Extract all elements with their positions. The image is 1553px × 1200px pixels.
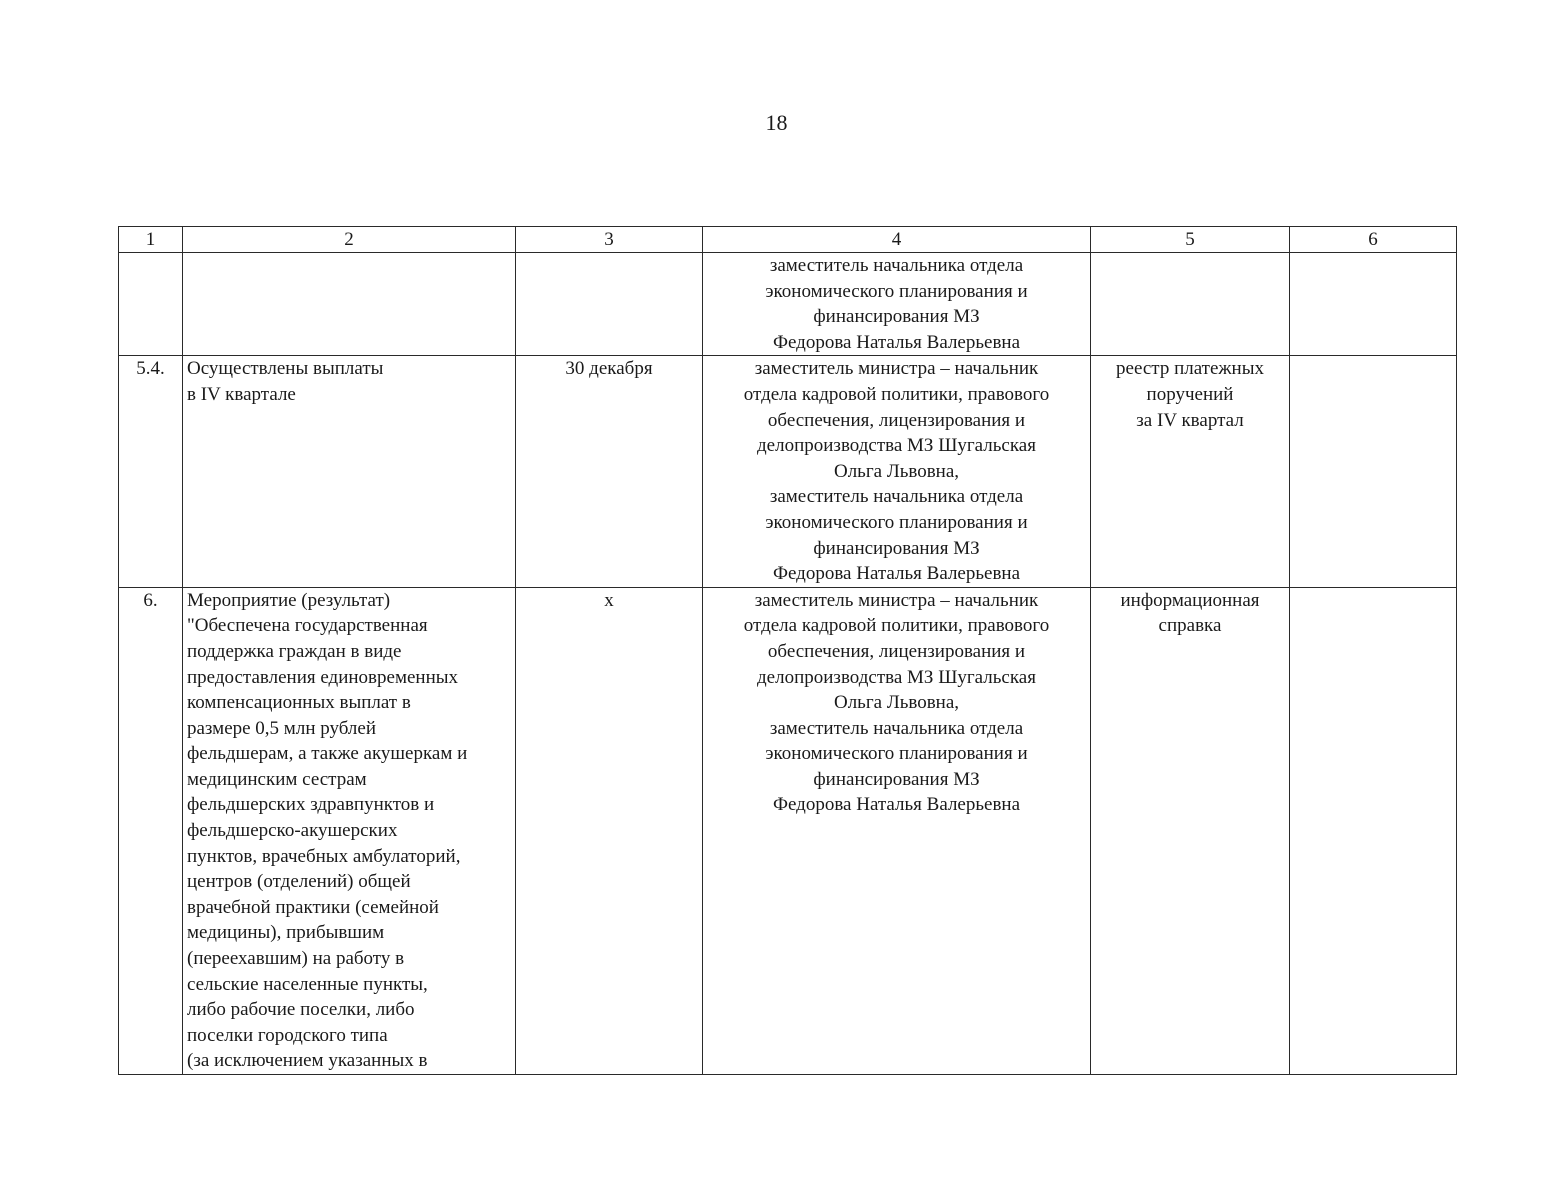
event-line: фельдшерско-акушерских <box>187 820 398 842</box>
document-cell <box>1091 253 1290 356</box>
event-line: в IV квартале <box>187 383 296 405</box>
responsible-cell <box>703 587 1091 1074</box>
document-line: поручений <box>1146 383 1234 405</box>
event-line: либо рабочие поселки, либо <box>187 999 415 1021</box>
responsible-line: заместитель начальника отдела <box>769 486 1024 508</box>
table-header-row <box>119 227 1457 253</box>
note-cell <box>1290 356 1457 587</box>
responsible-line: отдела кадровой политики, правового <box>743 615 1050 637</box>
event-line: центров (отделений) общей <box>187 871 411 893</box>
responsible-line: заместитель начальника отдела <box>769 717 1024 739</box>
event-line: размере 0,5 млн рублей <box>187 717 377 739</box>
column-header-2: 2 <box>183 227 516 253</box>
document-line: за IV квартал <box>1136 409 1244 431</box>
responsible-line: обеспечения, лицензирования и <box>767 640 1026 662</box>
responsible-cell <box>703 356 1091 587</box>
event-line: сельские населенные пункты, <box>187 973 428 995</box>
responsible-line: заместитель начальника отдела <box>769 255 1024 276</box>
event-line: пунктов, врачебных амбулаторий, <box>187 845 461 867</box>
responsible-line: делопроизводства МЗ Шугальская <box>757 666 1036 688</box>
responsible-line: обеспечения, лицензирования и <box>767 409 1026 431</box>
event-cell <box>183 587 516 1074</box>
event-line: медицины), прибывшим <box>187 922 385 944</box>
event-line: врачебной практики (семейной <box>187 896 439 918</box>
event-line: компенсационных выплат в <box>187 692 411 714</box>
event-line: Мероприятие (результат) <box>187 589 391 611</box>
document-line: справка <box>1158 615 1222 637</box>
event-line: поддержка граждан в виде <box>187 640 402 662</box>
table-row <box>119 253 1457 356</box>
responsible-line: отдела кадровой политики, правового <box>743 383 1050 405</box>
document-cell <box>1091 356 1290 587</box>
event-cell <box>183 356 516 587</box>
event-line: Осуществлены выплаты <box>187 358 384 380</box>
date-cell: 30 декабря <box>516 356 703 587</box>
responsible-line: делопроизводства МЗ Шугальская <box>757 435 1036 457</box>
event-line: (переехавшим) на работу в <box>187 948 405 970</box>
row-number-cell: 6. <box>119 587 183 1074</box>
responsible-line: Федорова Наталья Валерьевна <box>772 331 1021 353</box>
row-number-cell <box>119 253 183 356</box>
event-line: фельдшерских здравпунктов и <box>187 794 435 816</box>
page-number: 18 <box>765 110 788 135</box>
responsible-line: экономического планирования и <box>765 511 1028 533</box>
column-header-4: 4 <box>703 227 1091 253</box>
table-row <box>119 587 1457 1074</box>
responsible-line: финансирования МЗ <box>813 537 980 559</box>
event-line: "Обеспечена государственная <box>187 615 428 637</box>
responsible-line: заместитель министра – начальник <box>754 358 1039 380</box>
document-line: информационная <box>1120 589 1260 611</box>
column-header-5: 5 <box>1091 227 1290 253</box>
responsible-line: Федорова Наталья Валерьевна <box>772 794 1021 816</box>
event-line: (за исключением указанных в <box>187 1050 428 1072</box>
plan-table <box>118 226 1457 1075</box>
note-cell <box>1290 253 1457 356</box>
event-line: фельдшерам, а также акушеркам и <box>187 743 468 765</box>
responsible-line: Ольга Львовна, <box>833 460 960 482</box>
note-cell <box>1290 587 1457 1074</box>
responsible-line: финансирования МЗ <box>813 306 980 328</box>
responsible-line: финансирования МЗ <box>813 768 980 790</box>
responsible-line: экономического планирования и <box>765 743 1028 765</box>
responsible-cell <box>703 253 1091 356</box>
date-cell: х <box>516 587 703 1074</box>
table-row <box>119 356 1457 587</box>
column-header-3: 3 <box>516 227 703 253</box>
document-line: реестр платежных <box>1116 358 1264 380</box>
responsible-line: Федорова Наталья Валерьевна <box>772 563 1021 585</box>
column-header-1: 1 <box>119 227 183 253</box>
document-cell <box>1091 587 1290 1074</box>
event-cell <box>183 253 516 356</box>
event-line: медицинским сестрам <box>187 768 367 790</box>
responsible-line: Ольга Львовна, <box>833 692 960 714</box>
event-line: поселки городского типа <box>187 1024 388 1046</box>
date-cell <box>516 253 703 356</box>
responsible-line: заместитель министра – начальник <box>754 589 1039 611</box>
event-line: предоставления единовременных <box>187 666 459 688</box>
responsible-line: экономического планирования и <box>765 280 1028 302</box>
column-header-6: 6 <box>1290 227 1457 253</box>
row-number-cell: 5.4. <box>119 356 183 587</box>
